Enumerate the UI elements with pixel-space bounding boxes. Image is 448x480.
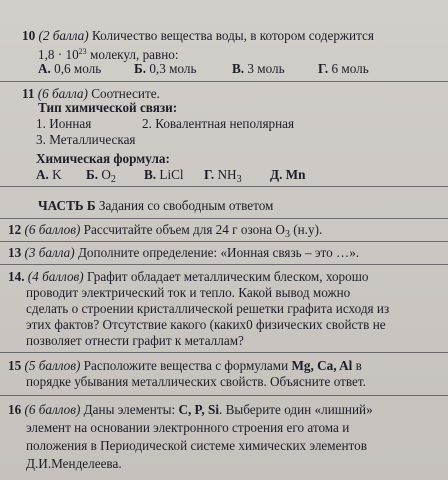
q11-formula-a: А. K <box>36 167 62 182</box>
q14-text-4: этих фактов? Отсутствие какого (каких0 физических свойств не <box>26 317 386 332</box>
divider <box>0 186 448 187</box>
q10-option-b: Б. 0,3 моль <box>134 61 197 76</box>
q15-text-2: порядке убывания металлических свойств. Объясните ответ. <box>26 374 366 389</box>
q14-line1 <box>8 269 368 285</box>
q14-text-2: проводит электрический ток и тепло. Какой вывод можно <box>26 285 351 300</box>
q16-points: (6 баллов) <box>24 402 81 417</box>
part-b-heading <box>38 198 273 214</box>
divider <box>0 395 448 396</box>
q10-line2-base: 1,8 · 10 <box>38 47 79 62</box>
q13-number: 13 <box>8 245 22 260</box>
q14-text-5: позволяет отнести графит к металлам? <box>26 333 244 348</box>
q16-number: 16 <box>8 402 22 417</box>
q12-text-end: (н.у). <box>289 222 323 237</box>
q13-line <box>8 245 359 261</box>
divider <box>0 352 448 353</box>
q15-points: (5 баллов) <box>24 358 81 373</box>
q11-formula-e: Д. Mn <box>270 167 306 182</box>
divider <box>0 218 448 219</box>
q15-formulas: Mg, Ca, Al <box>291 358 353 373</box>
q15-text-a: Расположите вещества с формулами <box>83 358 289 373</box>
divider <box>0 264 448 265</box>
q15-number: 15 <box>8 358 22 373</box>
q10-number: 10 <box>22 28 36 43</box>
q10-line2-exp: 23 <box>78 47 87 56</box>
q16-elements: C, P, Si <box>178 402 219 417</box>
q11-bond-item-1: 1. Ионная <box>36 116 92 131</box>
q11-formula-b: Б. $O_2$ <box>86 167 116 185</box>
q10-option-a: А. 0,6 моль <box>38 61 102 76</box>
part-b-subtitle: Задания со свободным ответом <box>98 198 274 213</box>
q10-option-c: В. 3 моль <box>232 61 285 76</box>
q13-points: (3 балла) <box>24 245 75 260</box>
q10-line2-rest: молекул, равно: <box>89 47 179 62</box>
part-b-title: ЧАСТЬ Б <box>38 198 96 213</box>
q11-bond-heading: Тип химической связи: <box>38 100 178 115</box>
q10-text: Количество вещества воды, в котором содержится <box>91 28 374 43</box>
q11-formula-c: В. LiCl <box>144 167 184 182</box>
q14-points: (4 баллов) <box>27 269 84 284</box>
q13-text: Дополните определение: «Ионная связь – это …». <box>77 245 360 260</box>
q12-text: Рассчитайте объем для 24 г озона O <box>83 222 285 237</box>
q12-subscript: 3 <box>284 229 290 240</box>
q12-points: (6 баллов) <box>24 222 81 237</box>
divider <box>0 241 448 242</box>
q16-text-a: Даны элементы: <box>83 402 176 417</box>
q16-line1 <box>8 402 373 418</box>
q16-text-b: . Выберите один «лишний» <box>219 402 373 417</box>
q11-formula-d: Г. $NH_3$ <box>204 167 242 185</box>
q10-option-d: Г. 6 моль <box>318 61 369 76</box>
q11-number: 11 <box>22 86 35 101</box>
q12-line <box>8 222 322 243</box>
q14-number: 14. <box>8 269 25 284</box>
q14-text-3: сделать о строении кристаллической решетки графита исходя из <box>26 301 390 316</box>
q15-line1 <box>8 358 362 374</box>
q11-bond-item-2: 2. Ковалентная неполярная <box>142 116 295 131</box>
q16-text-4: Д.И.Менделеева. <box>26 456 122 471</box>
q12-number: 12 <box>8 222 22 237</box>
q10-points: (2 балла) <box>38 28 89 43</box>
q11-text: Соотнесите. <box>91 86 160 101</box>
q15-text-b: в <box>355 358 362 373</box>
q10-line1 <box>22 28 374 44</box>
q11-points: (6 балла) <box>37 86 88 101</box>
q14-text-1: Графит обладает металлическим блеском, хорошо <box>86 269 369 284</box>
divider <box>0 81 448 82</box>
q11-formula-heading: Химическая формула: <box>36 151 170 166</box>
q11-bond-item-3: 3. Металлическая <box>36 132 136 147</box>
q16-text-2: элемент на основании электронного строения его атома и <box>26 420 350 435</box>
q16-text-3: положения в Периодической системе химических элементов <box>26 438 367 453</box>
